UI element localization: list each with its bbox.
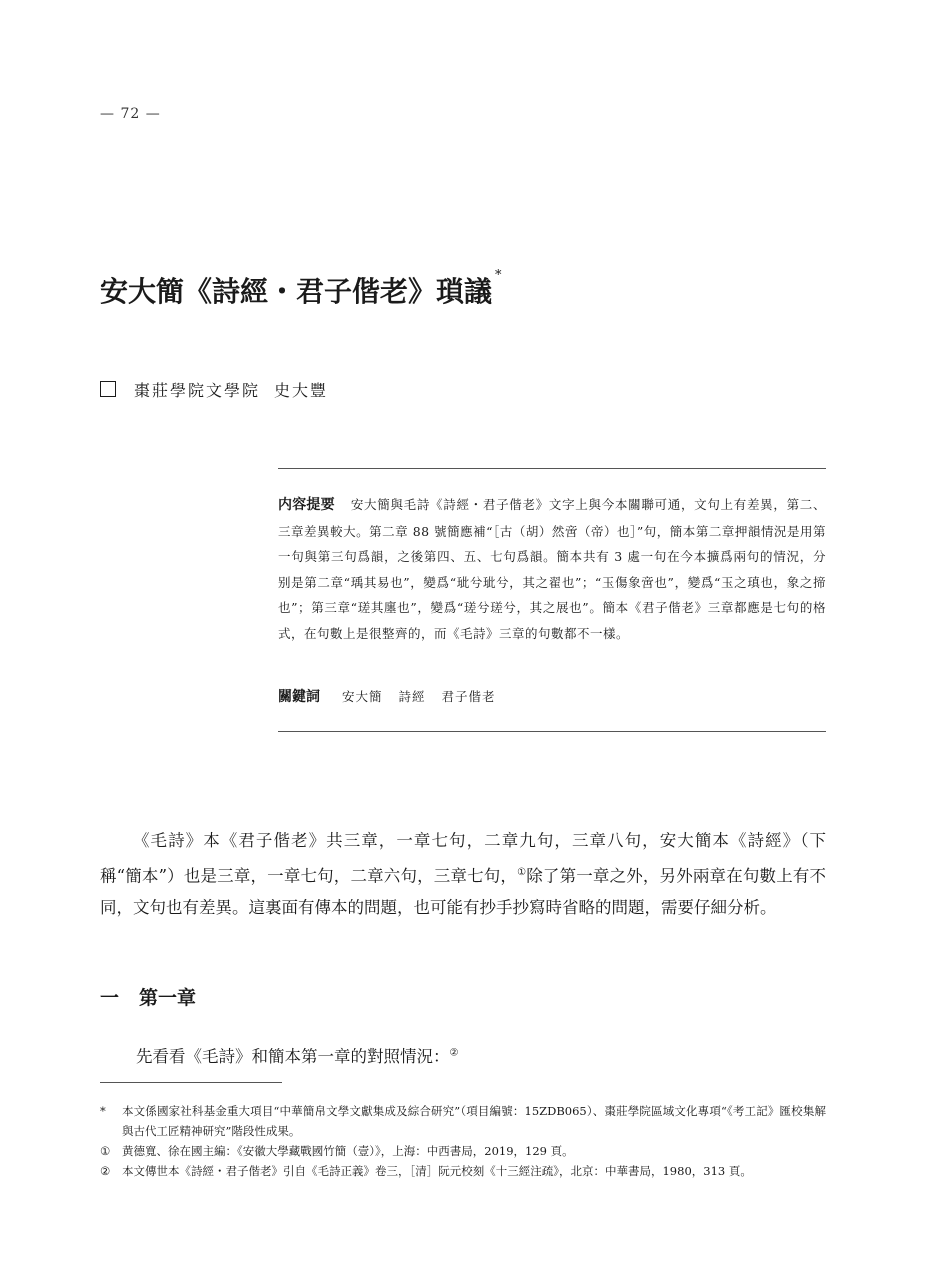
footnote-marker: ① [100, 1144, 111, 1158]
body-text-part: 先看看《毛詩》和簡本第一章的對照情況： [136, 1047, 450, 1066]
keyword: 安大簡 [342, 689, 383, 704]
section-title: 第一章 [139, 987, 197, 1009]
square-box-icon [100, 381, 116, 397]
title-footnote-marker[interactable]: * [495, 268, 502, 283]
keyword: 詩經 [398, 689, 426, 704]
footnote-ref[interactable]: ① [517, 866, 527, 878]
keyword: 君子偕老 [441, 689, 496, 704]
footnotes [100, 1101, 826, 1181]
keywords [278, 686, 512, 706]
footnote-marker: * [100, 1104, 106, 1118]
body-text-part: 除了第一章之外，另外兩章在句數上有不同，文句也有差異。這裏面有傳本的問題，也可能有抄手抄寫時省略的問題，需要仔細分析。 [100, 866, 827, 917]
footnote-ref[interactable]: ② [449, 1047, 459, 1059]
footnote [100, 1141, 826, 1161]
keywords-label: 關鍵詞 [278, 689, 320, 705]
body-text-part: 《毛詩》本《君子偕老》共三章，一章七句，二章九句，三章八句，安大簡本《詩經》（下稱“簡本”）也是三章，一章七句，二章六句，三章七句， [100, 831, 826, 885]
article-title [100, 270, 502, 310]
author-affiliation: 棗莊學院文學院 [134, 381, 261, 400]
footnote-text: 本文傳世本《詩經・君子偕老》引自《毛詩正義》卷三，［清］阮元校刻《十三經注疏》，北京：中華書局，1980，313 頁。 [122, 1164, 752, 1178]
section-heading [100, 983, 196, 1010]
footnote-marker: ② [100, 1164, 111, 1178]
body-paragraph [136, 1043, 458, 1067]
author-name: 史大豐 [274, 381, 329, 400]
abstract [278, 492, 826, 646]
footnote-rule [100, 1082, 282, 1083]
footnote-text: 本文係國家社科基金重大項目“中華簡帛文學文獻集成及綜合研究”（項目編號：15ZDB065）、棗莊學院區域文化專項“《考工記》匯校集解與古代工匠精神研究”階段性成果。 [122, 1104, 826, 1138]
abstract-label: 内容提要 [278, 497, 335, 513]
body-paragraph [100, 825, 826, 923]
footnote [100, 1161, 826, 1181]
footnote [100, 1101, 826, 1141]
abstract-bottom-rule [278, 731, 826, 732]
abstract-text: 安大簡與毛詩《詩經・君子偕老》文字上與今本關聯可通，文句上有差異，第二、三章差異較大。第二章 88 號簡應補“［古（胡）然啻（帝）也］”句，簡本第二章押韻情況是用第一句與第三句爲韻，之後第四、五、七句爲韻。簡本共有 3 處一句在今本擴爲兩句的情況，分别是第二章“瑀其易也”，變爲“玼兮玼兮，其之翟也”；“玉傷象啻也”，變爲“玉之瑱也，象之揥也”；第三章“瑳其廛也”，變爲“瑳兮瑳兮，其之展也”。簡本《君子偕老》三章都應是七句的格式，在句數上是很整齊的，而《毛詩》三章的句數都不一樣。 [278, 497, 826, 641]
section-number: 一 [100, 987, 120, 1009]
page-number: — 72 — [100, 106, 161, 122]
article-title-text: 安大簡《詩經・君子偕老》瑣議 [100, 275, 493, 308]
abstract-top-rule [278, 468, 826, 469]
author-line [100, 378, 328, 401]
footnote-text: 黄德寬、徐在國主編：《安徽大學藏戰國竹簡（壹）》，上海：中西書局，2019，129 頁。 [122, 1144, 574, 1158]
